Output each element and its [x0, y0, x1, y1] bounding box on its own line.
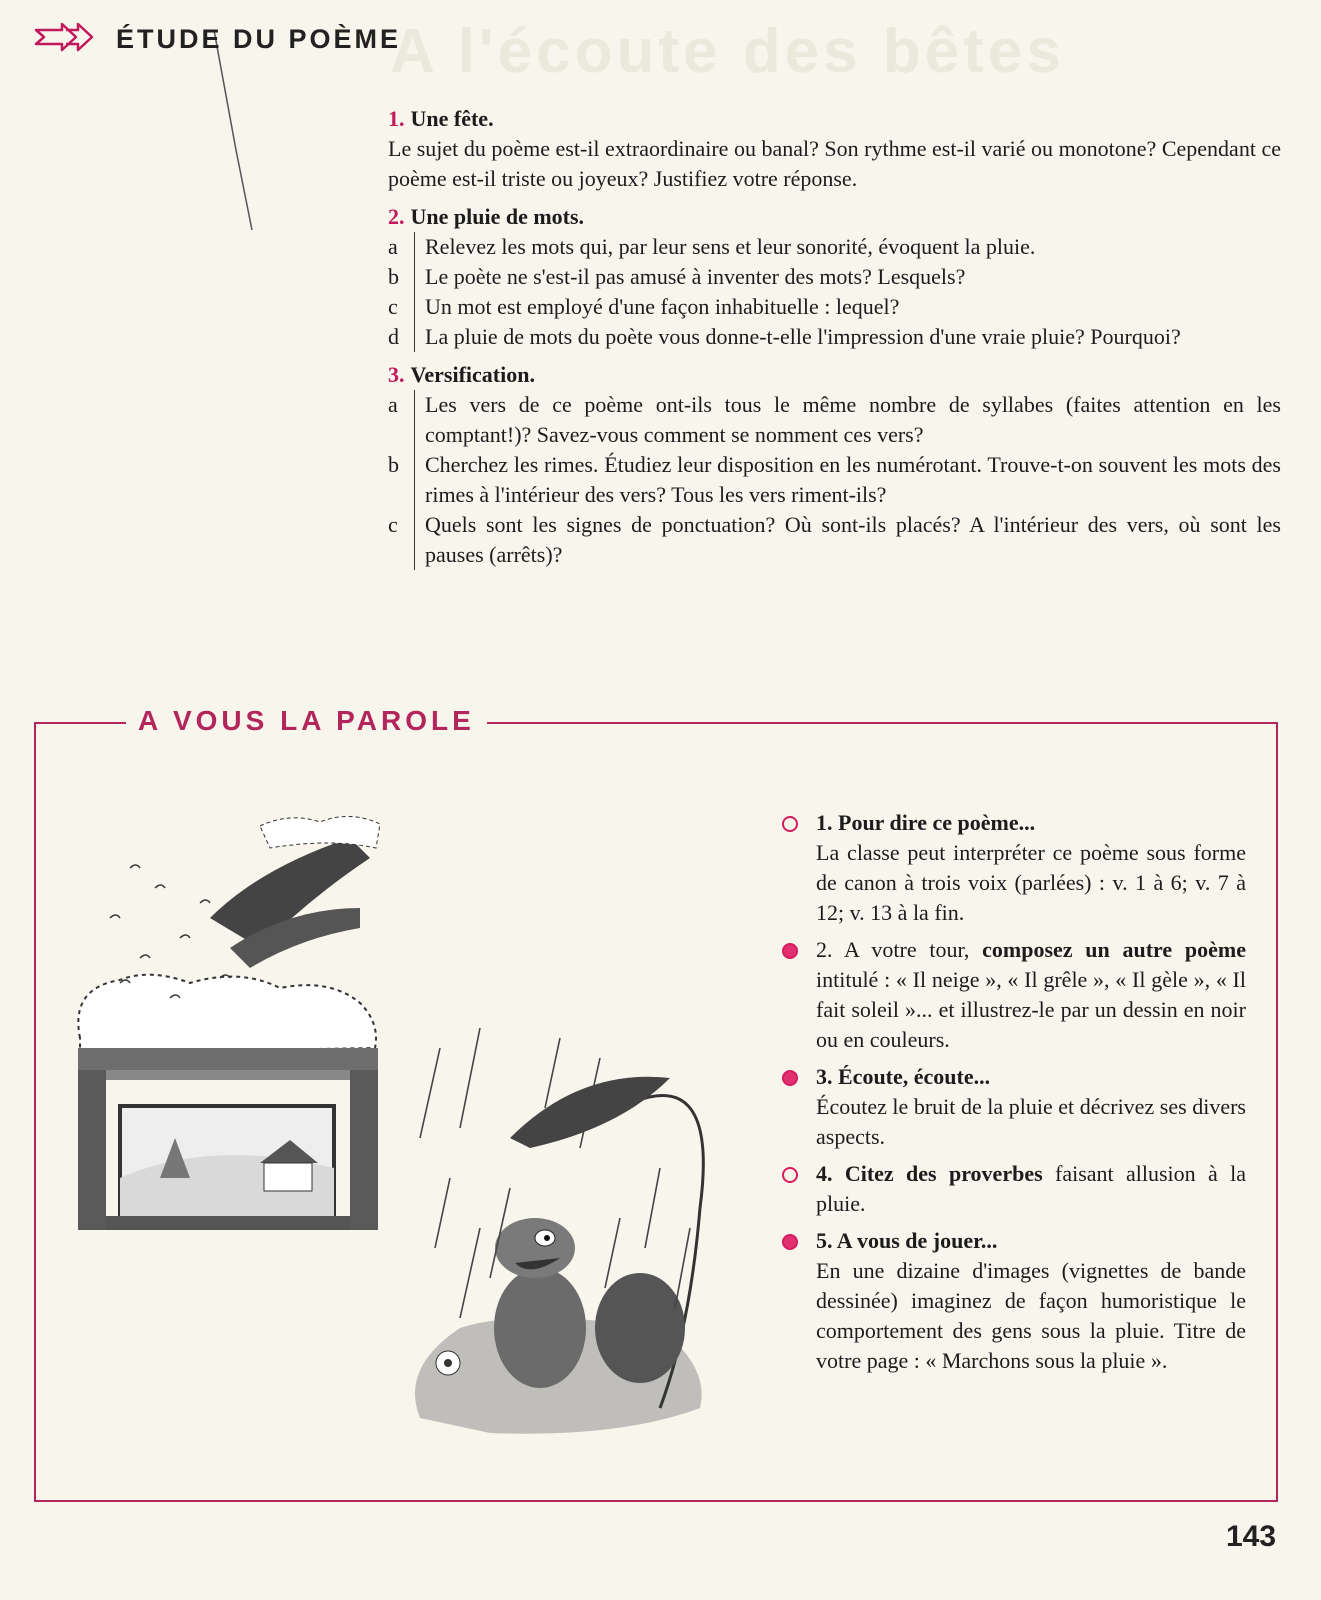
activity-item	[782, 935, 1246, 1055]
activity-text: intitulé : « Il neige », « Il grêle », « Il gèle », « Il fait soleil »... et illustrez-le par un dessin en noir ou en couleurs.	[816, 967, 1246, 1052]
item-letter: b	[388, 264, 399, 289]
rain-illustration	[60, 808, 750, 1448]
item-text: Relevez les mots qui, par leur sens et leur sonorité, évoquent la pluie.	[414, 232, 1281, 262]
box-title: A VOUS LA PAROLE	[126, 705, 487, 737]
item-letter: a	[388, 234, 398, 259]
list-item	[388, 232, 1281, 262]
list-item	[388, 390, 1281, 450]
bleed-through-title: A l'écoute des bêtes	[390, 17, 1065, 86]
section-header	[32, 20, 401, 59]
section-3	[388, 360, 1281, 570]
list-item	[388, 262, 1281, 292]
section-title: Versification.	[410, 362, 535, 387]
section-number: 1.	[388, 106, 405, 131]
section-number: 2.	[388, 204, 405, 229]
item-text: Un mot est employé d'une façon inhabituelle : lequel?	[414, 292, 1281, 322]
activity-item	[782, 1159, 1246, 1219]
activity-heading: 4. Citez des proverbes	[816, 1161, 1043, 1186]
section-2	[388, 202, 1281, 352]
activity-text: faisant allusion à la pluie.	[816, 1161, 1246, 1216]
list-item	[388, 292, 1281, 322]
list-item	[388, 322, 1281, 352]
item-text: Les vers de ce poème ont-ils tous le même nombre de syllabes (faites attention en les comptant!)? Savez-vous comment se nomment ces vers?	[414, 390, 1281, 450]
section-title: Une pluie de mots.	[410, 204, 585, 229]
section-text: Le sujet du poème est-il extraordinaire ou banal? Son rythme est-il varié ou monotone? Cependant ce poème est-il triste ou joyeux? Justifiez votre réponse.	[388, 136, 1281, 191]
filled-circle-bullet-icon	[782, 1234, 798, 1250]
filled-circle-bullet-icon	[782, 943, 798, 959]
activity-heading: 1. Pour dire ce poème...	[816, 810, 1036, 835]
open-circle-bullet-icon	[782, 816, 798, 832]
activity-lead: 2. A votre tour,	[816, 937, 983, 962]
page-number: 143	[1226, 1520, 1277, 1553]
open-circle-bullet-icon	[782, 1167, 798, 1183]
list-item	[388, 450, 1281, 510]
section-1	[388, 104, 1281, 194]
study-questions	[388, 104, 1281, 578]
activity-item	[782, 1226, 1246, 1376]
activity-item	[782, 1062, 1246, 1152]
item-letter: b	[388, 452, 399, 477]
activity-heading: composez un autre poème	[982, 937, 1246, 962]
section-title: Une fête.	[410, 106, 494, 131]
activity-text: Écoutez le bruit de la pluie et décrivez ses divers aspects.	[816, 1094, 1246, 1149]
header-title: ÉTUDE DU POÈME	[116, 24, 402, 54]
double-arrow-icon	[32, 20, 96, 59]
item-text: La pluie de mots du poète vous donne-t-elle l'impression d'une vraie pluie? Pourquoi?	[414, 322, 1281, 352]
item-letter: d	[388, 324, 399, 349]
snowy-window-drawing	[78, 816, 380, 1230]
activity-text: En une dizaine d'images (vignettes de bande dessinée) imaginez de façon humoristique le comportement des gens sous la pluie. Titre de votre page : « Marchons sous la pluie ».	[816, 1258, 1246, 1373]
activity-heading: 5. A vous de jouer...	[816, 1228, 998, 1253]
item-letter: c	[388, 512, 398, 537]
activities-list	[782, 808, 1246, 1383]
activity-text: La classe peut interpréter ce poème sous forme de canon à trois voix (parlées) : v. 1 à 6; v. 7 à 12; v. 13 à la fin.	[816, 840, 1246, 925]
section-number: 3.	[388, 362, 405, 387]
item-letter: c	[388, 294, 398, 319]
item-text: Cherchez les rimes. Étudiez leur disposition en les numérotant. Trouve-t-on souvent les mots des rimes à l'intérieur des vers? Tous les vers riment-ils?	[414, 450, 1281, 510]
item-letter: a	[388, 392, 398, 417]
item-text: Le poète ne s'est-il pas amusé à inventer des mots? Lesquels?	[414, 262, 1281, 292]
item-text: Quels sont les signes de ponctuation? Où sont-ils placés? A l'intérieur des vers, où sont les pauses (arrêts)?	[414, 510, 1281, 570]
activity-item	[782, 808, 1246, 928]
frog-under-leaf-drawing	[415, 1028, 703, 1434]
list-item	[388, 510, 1281, 570]
filled-circle-bullet-icon	[782, 1070, 798, 1086]
activity-heading: 3. Écoute, écoute...	[816, 1064, 991, 1089]
